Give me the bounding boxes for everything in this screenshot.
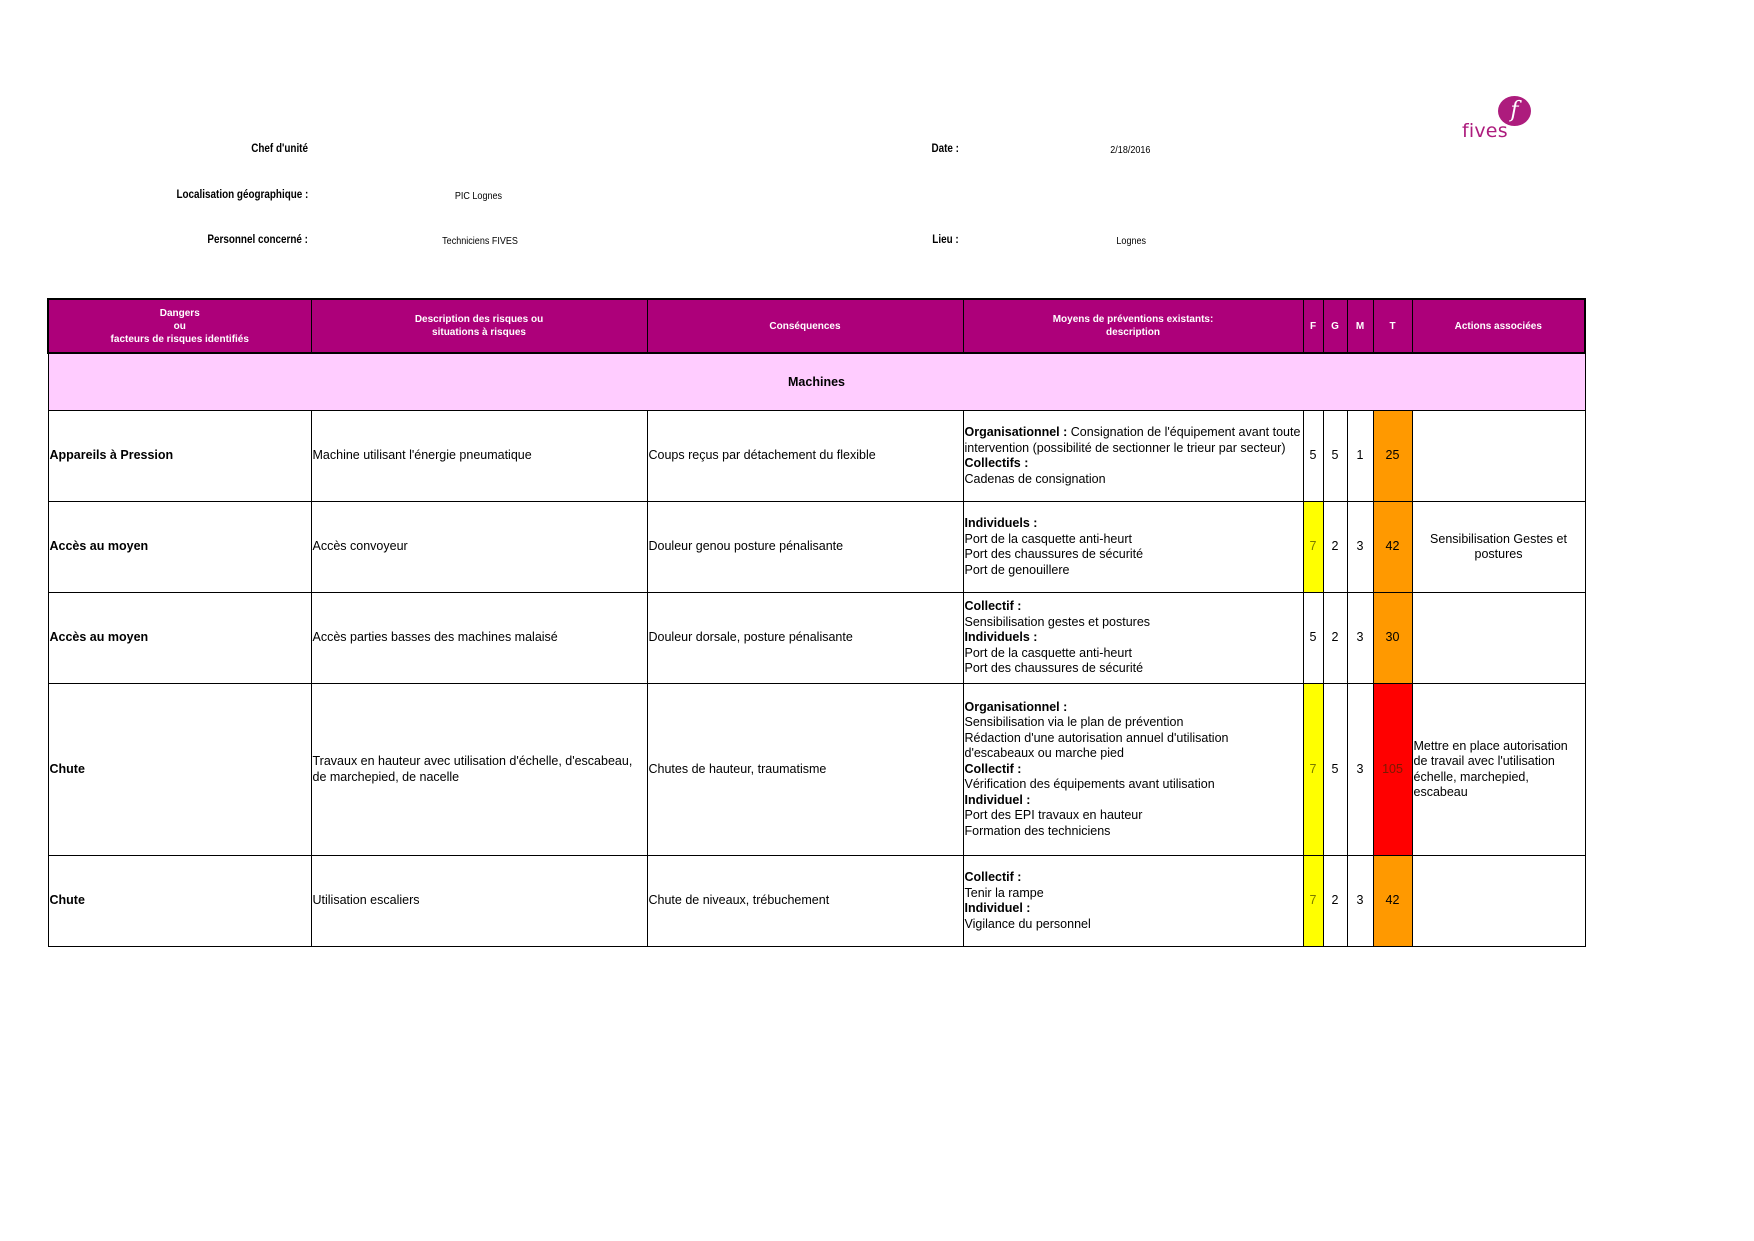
prevention-text: Port des chaussures de sécurité xyxy=(964,547,1144,561)
m-score-cell: 3 xyxy=(1347,502,1373,593)
prevention-line xyxy=(965,700,1302,716)
action-cell: Sensibilisation Gestes et postures xyxy=(1412,502,1585,593)
col-header-actions: Actions associées xyxy=(1412,299,1585,353)
g-score-cell: 5 xyxy=(1323,684,1347,856)
lieu-label: Lieu : xyxy=(932,234,959,246)
prevention-text: Rédaction d'une autorisation annuel d'utilisation d'escabeaux ou marche pied xyxy=(964,730,1229,761)
prevention-line xyxy=(965,516,1302,532)
action-cell xyxy=(1412,856,1585,947)
prevention-category: Organisationnel : xyxy=(964,425,1068,439)
localisation-label: Localisation géographique : xyxy=(176,189,308,201)
table-row xyxy=(48,593,1585,684)
f-score-cell: 5 xyxy=(1303,593,1323,684)
prevention-cell xyxy=(963,502,1303,593)
section-row-machines xyxy=(48,353,1585,411)
date-label: Date : xyxy=(931,143,959,155)
prevention-text: Port de la casquette anti-heurt xyxy=(964,645,1132,660)
action-cell xyxy=(1412,593,1585,684)
col-header-t: T xyxy=(1373,299,1412,353)
table-row xyxy=(48,502,1585,593)
prevention-category: Individuels : xyxy=(964,516,1038,530)
section-title: Machines xyxy=(48,353,1585,411)
prevention-line xyxy=(965,615,1302,631)
consequence-cell: Douleur dorsale, posture pénalisante xyxy=(647,593,963,684)
t-score-cell: 105 xyxy=(1373,684,1412,856)
consequence-cell: Douleur genou posture pénalisante xyxy=(647,502,963,593)
action-cell xyxy=(1412,411,1585,502)
g-score-cell: 2 xyxy=(1323,593,1347,684)
prevention-text: Sensibilisation via le plan de prévention xyxy=(964,715,1184,730)
prevention-line xyxy=(965,661,1302,677)
prevention-line xyxy=(965,917,1302,933)
consequence-cell: Chutes de hauteur, traumatisme xyxy=(647,684,963,856)
table-row xyxy=(48,411,1585,502)
t-score-cell: 30 xyxy=(1373,593,1412,684)
col-header-prevention: Moyens de préventions existants: description xyxy=(963,299,1303,353)
consequence-cell: Chute de niveaux, trébuchement xyxy=(647,856,963,947)
col-header-consequences: Conséquences xyxy=(647,299,963,353)
table-header-row xyxy=(48,299,1585,353)
prevention-category: Collectif : xyxy=(964,870,1022,884)
prevention-cell xyxy=(963,593,1303,684)
prevention-line xyxy=(965,630,1302,646)
localisation-value: PIC Lognes xyxy=(454,190,503,202)
col-header-g: G xyxy=(1323,299,1347,353)
prevention-line xyxy=(965,808,1302,824)
prevention-category: Individuel : xyxy=(964,792,1031,807)
table-row xyxy=(48,856,1585,947)
prevention-line xyxy=(965,731,1302,762)
chef-unite-label: Chef d'unité xyxy=(251,143,308,155)
prevention-category: Individuel : xyxy=(964,901,1031,915)
prevention-cell xyxy=(963,684,1303,856)
prevention-category: Collectifs : xyxy=(964,456,1029,470)
m-score-cell: 3 xyxy=(1347,593,1373,684)
col-header-m: M xyxy=(1347,299,1373,353)
description-cell: Machine utilisant l'énergie pneumatique xyxy=(311,411,647,502)
personnel-label: Personnel concerné : xyxy=(207,234,308,246)
danger-cell: Chute xyxy=(48,856,311,947)
prevention-text: Port de genouillere xyxy=(964,562,1070,577)
prevention-line xyxy=(965,547,1302,563)
prevention-text: Tenir la rampe xyxy=(964,885,1044,900)
t-score-cell: 25 xyxy=(1373,411,1412,502)
prevention-category: Collectif : xyxy=(964,761,1022,776)
description-cell: Accès convoyeur xyxy=(311,502,647,593)
personnel-value: Techniciens FIVES xyxy=(442,235,518,247)
prevention-line xyxy=(965,793,1302,809)
col-header-dangers: Dangers ou facteurs de risques identifiés xyxy=(48,299,311,353)
prevention-line xyxy=(965,599,1302,615)
g-score-cell: 2 xyxy=(1323,856,1347,947)
prevention-line xyxy=(965,777,1302,793)
g-score-cell: 5 xyxy=(1323,411,1347,502)
prevention-line xyxy=(965,824,1302,840)
description-cell: Accès parties basses des machines malaisé xyxy=(311,593,647,684)
danger-cell: Accès au moyen xyxy=(48,502,311,593)
description-cell: Travaux en hauteur avec utilisation d'échelle, d'escabeau, de marchepied, de nacelle xyxy=(311,684,647,856)
logo-circle-icon: f xyxy=(1498,96,1531,126)
g-score-cell: 2 xyxy=(1323,502,1347,593)
logo-wordmark: fives xyxy=(1462,120,1508,142)
fives-logo xyxy=(1462,96,1542,144)
table-row xyxy=(48,684,1585,856)
prevention-text: Port des chaussures de sécurité xyxy=(964,661,1144,676)
prevention-line xyxy=(965,456,1302,472)
action-cell: Mettre en place autorisation de travail avec l'utilisation échelle, marchepied, escabeau xyxy=(1412,684,1585,856)
danger-cell: Chute xyxy=(48,684,311,856)
m-score-cell: 3 xyxy=(1347,856,1373,947)
prevention-line xyxy=(965,425,1302,456)
prevention-text: Vigilance du personnel xyxy=(964,916,1091,931)
prevention-category: Individuels : xyxy=(964,630,1038,645)
prevention-cell xyxy=(963,411,1303,502)
f-score-cell: 7 xyxy=(1303,856,1323,947)
prevention-line xyxy=(965,901,1302,917)
prevention-category: Collectif : xyxy=(964,599,1022,614)
prevention-line xyxy=(965,532,1302,548)
consequence-cell: Coups reçus par détachement du flexible xyxy=(647,411,963,502)
t-score-cell: 42 xyxy=(1373,502,1412,593)
col-header-description: Description des risques ou situations à risques xyxy=(311,299,647,353)
description-cell: Utilisation escaliers xyxy=(311,856,647,947)
prevention-line xyxy=(965,870,1302,886)
prevention-text: Sensibilisation gestes et postures xyxy=(964,614,1151,629)
t-score-cell: 42 xyxy=(1373,856,1412,947)
f-score-cell: 5 xyxy=(1303,411,1323,502)
prevention-text: Cadenas de consignation xyxy=(964,471,1106,486)
m-score-cell: 1 xyxy=(1347,411,1373,502)
col-header-f: F xyxy=(1303,299,1323,353)
danger-cell: Accès au moyen xyxy=(48,593,311,684)
prevention-line xyxy=(965,646,1302,662)
danger-cell: Appareils à Pression xyxy=(48,411,311,502)
prevention-line xyxy=(965,886,1302,902)
prevention-line xyxy=(965,715,1302,731)
prevention-line xyxy=(965,472,1302,488)
f-score-cell: 7 xyxy=(1303,502,1323,593)
prevention-text: Formation des techniciens xyxy=(964,823,1111,838)
lieu-value: Lognes xyxy=(1116,235,1147,247)
prevention-category: Organisationnel : xyxy=(964,699,1068,714)
f-score-cell: 7 xyxy=(1303,684,1323,856)
prevention-line xyxy=(965,762,1302,778)
m-score-cell: 3 xyxy=(1347,684,1373,856)
prevention-text: Vérification des équipements avant utilisation xyxy=(964,777,1215,792)
prevention-cell xyxy=(963,856,1303,947)
prevention-text: Consignation de l'équipement avant toute intervention (possibilité de sectionner le trieur par secteur) xyxy=(964,425,1301,455)
prevention-text: Port de la casquette anti-heurt xyxy=(964,531,1132,546)
prevention-line xyxy=(965,563,1302,579)
date-value: 2/18/2016 xyxy=(1110,144,1151,156)
risk-assessment-table xyxy=(47,298,1586,947)
prevention-text: Port des EPI travaux en hauteur xyxy=(964,808,1143,823)
